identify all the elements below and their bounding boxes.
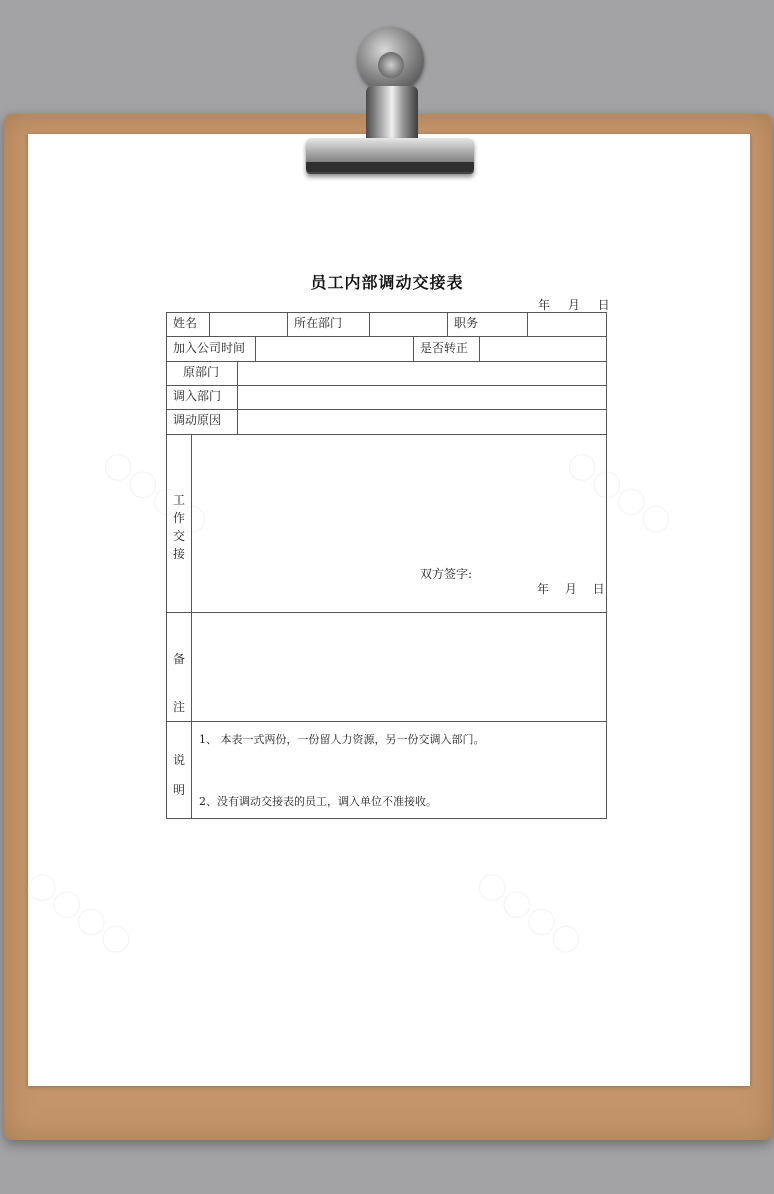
row-divider — [167, 721, 607, 722]
col-divider — [237, 361, 238, 434]
binder-clip-bar — [306, 162, 474, 172]
regular-status-label: 是否转正 — [420, 341, 469, 355]
notes-label: 说 明 — [172, 753, 185, 797]
name-label: 姓名 — [173, 316, 198, 330]
transfer-dept-field[interactable] — [243, 387, 601, 407]
col-divider — [413, 336, 414, 361]
transfer-dept-label: 调入部门 — [173, 389, 222, 403]
col-divider — [209, 313, 210, 336]
row-divider — [167, 385, 607, 386]
col-divider — [479, 336, 480, 361]
col-divider — [527, 313, 528, 336]
binder-clip-hole — [378, 52, 404, 78]
row-divider — [167, 336, 607, 337]
form-date: 年 月 日 — [538, 298, 610, 312]
row-divider — [167, 409, 607, 410]
row-divider — [167, 361, 607, 362]
current-dept-label: 所在部门 — [294, 316, 343, 330]
note-item-2: 2、没有调动交接表的员工，调入单位不准接收。 — [199, 795, 437, 808]
name-field[interactable] — [215, 314, 283, 334]
handover-date: 年 月 日 — [537, 582, 605, 596]
handover-label: 工 作 交 接 — [172, 493, 185, 561]
row-divider — [167, 612, 607, 613]
signature-label: 双方签字: — [420, 567, 473, 581]
current-dept-field[interactable] — [375, 314, 443, 334]
handover-content-area[interactable] — [197, 438, 601, 568]
remarks-field[interactable] — [197, 616, 601, 716]
binder-clip-neck — [366, 86, 418, 144]
original-dept-label: 原部门 — [183, 365, 220, 379]
transfer-reason-label: 调动原因 — [173, 413, 222, 427]
transfer-reason-field[interactable] — [243, 412, 601, 432]
col-divider — [255, 336, 256, 361]
original-dept-field[interactable] — [243, 363, 601, 383]
note-item-1: 1、 本表一式两份，一份留人力资源，另一份交调入部门。 — [199, 733, 485, 746]
regular-status-field[interactable] — [485, 339, 603, 359]
remarks-label: 备 注 — [172, 652, 185, 714]
col-divider — [447, 313, 448, 336]
row-divider — [167, 434, 607, 435]
position-field[interactable] — [533, 314, 601, 334]
form-title: 员工内部调动交接表 — [310, 273, 464, 292]
join-date-label: 加入公司时间 — [173, 341, 246, 355]
col-divider — [191, 434, 192, 819]
join-date-field[interactable] — [261, 339, 409, 359]
transfer-form-table — [166, 312, 607, 819]
position-label: 职务 — [454, 316, 479, 330]
col-divider — [369, 313, 370, 336]
col-divider — [287, 313, 288, 336]
